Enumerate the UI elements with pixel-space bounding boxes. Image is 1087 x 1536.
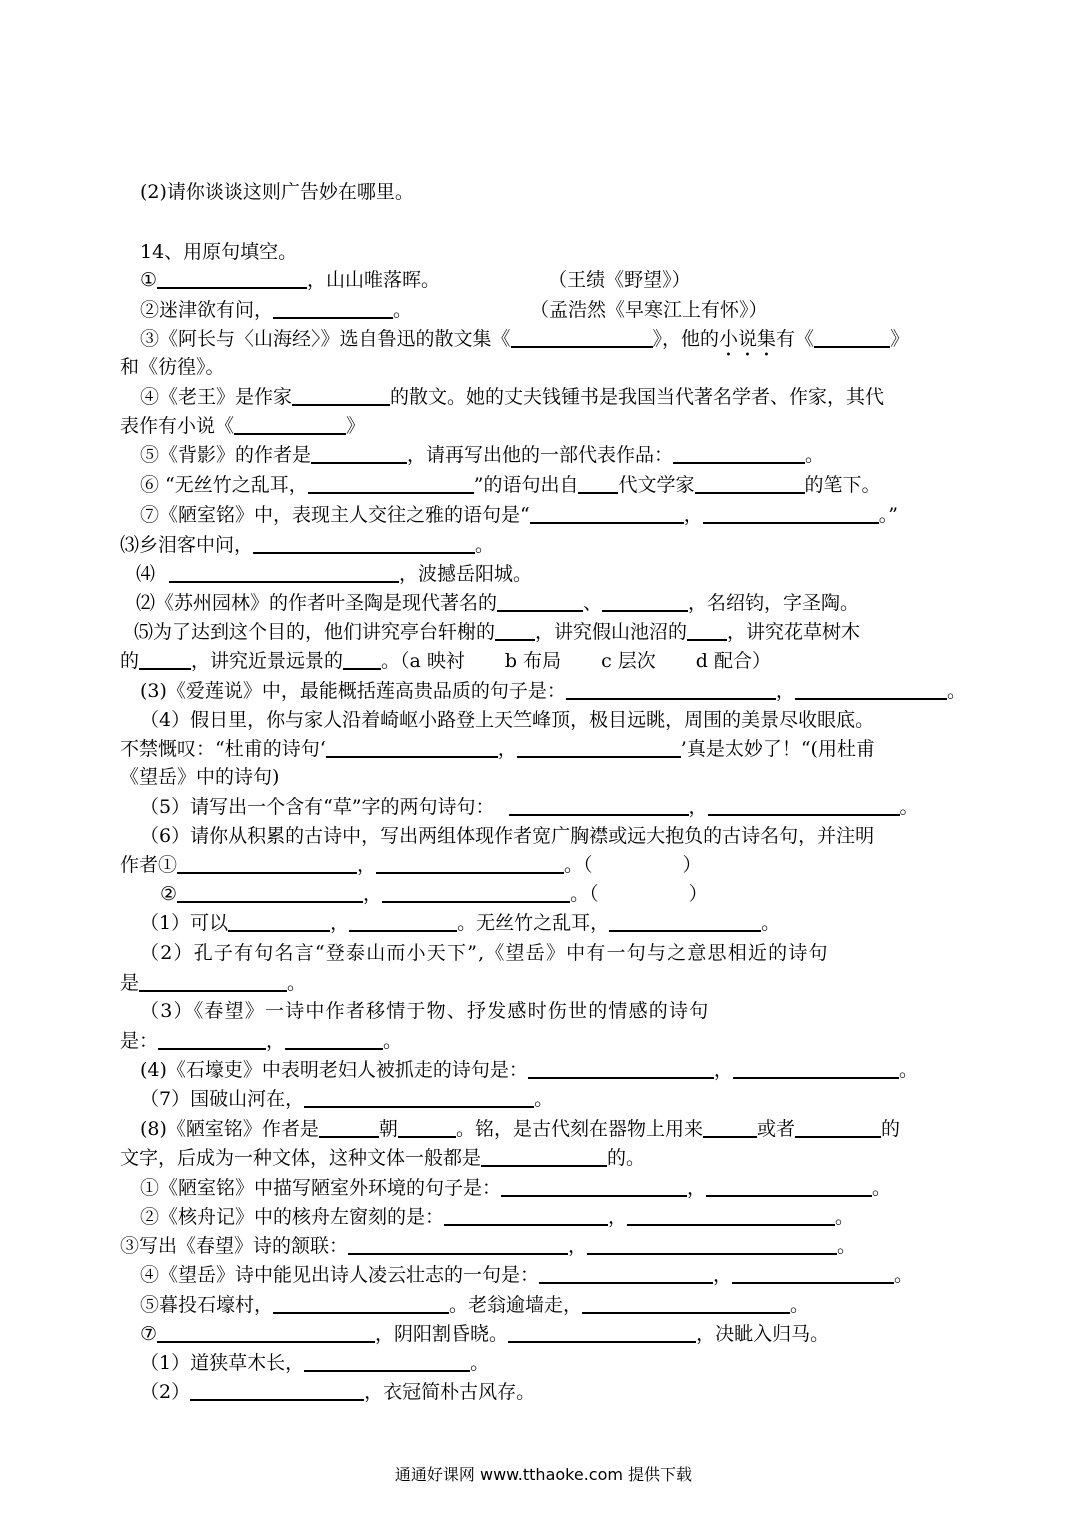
line-text: ，决眦入归马。 — [696, 1323, 830, 1345]
fill-in-blank[interactable] — [177, 852, 357, 874]
line-text: 文字，后成为一种文体，这种文体一般都是 — [120, 1147, 482, 1169]
fill-in-blank[interactable] — [234, 413, 346, 435]
line-text: 》，他的 — [652, 328, 720, 350]
text-line — [0, 1115, 1087, 1143]
line-text: 和《彷徨》。 — [120, 356, 225, 378]
text-line — [0, 1320, 1087, 1348]
fill-in-blank[interactable] — [273, 1292, 449, 1314]
line-text: 、 — [583, 592, 603, 614]
fill-in-blank[interactable] — [326, 736, 498, 758]
text-line — [0, 1349, 1087, 1377]
line-text: 。 — [872, 1177, 892, 1199]
line-text: ，讲究近景远景的 — [191, 650, 344, 672]
line-text: ⑶乡泪客中问， — [120, 534, 254, 556]
fill-in-blank[interactable] — [481, 1145, 607, 1167]
line-text: （4）假日里，你与家人沿着崎岖小路登上天竺峰顶，极目远眺，周围的美景尽收眼底。 — [140, 709, 875, 731]
line-text: 。 — [287, 972, 307, 994]
line-text: (8)《陋室铭》作者是 — [140, 1118, 319, 1140]
fill-in-blank[interactable] — [795, 1116, 881, 1138]
text-line — [0, 1203, 1087, 1231]
line-text: ⑦《陋室铭》中，表现主人交往之雅的语句是“ — [140, 504, 530, 526]
text-line — [0, 822, 1087, 850]
fill-in-blank[interactable] — [158, 1028, 266, 1050]
fill-in-blank[interactable] — [285, 1028, 383, 1050]
line-text: 有《 — [776, 328, 815, 350]
fill-in-blank[interactable] — [587, 1233, 837, 1255]
fill-in-blank[interactable] — [228, 910, 330, 932]
text-line — [0, 997, 1087, 1025]
text-line — [0, 589, 1087, 617]
line-text: ， — [266, 1030, 286, 1052]
line-text: ， — [608, 1206, 628, 1228]
fill-in-blank[interactable] — [382, 881, 570, 903]
line-text: 代文学家 — [618, 474, 695, 496]
text-line — [0, 647, 1087, 675]
line-text: 作者① — [120, 854, 178, 876]
line-text: 是 — [120, 972, 140, 994]
line-text: 。（ — [564, 854, 593, 876]
text-line — [0, 969, 1087, 997]
fill-in-blank[interactable] — [795, 678, 947, 700]
line-text: c 层次 — [601, 650, 656, 672]
fill-in-blank[interactable] — [139, 970, 287, 992]
line-text: 不禁慨叹：“杜甫的诗句‘ — [120, 738, 326, 760]
fill-in-blank[interactable] — [190, 1379, 364, 1401]
fill-in-blank[interactable] — [273, 297, 393, 319]
fill-in-blank[interactable] — [376, 852, 564, 874]
fill-in-blank[interactable] — [139, 648, 191, 670]
fill-in-blank[interactable] — [349, 910, 457, 932]
line-text: 。 — [805, 444, 825, 466]
line-text: ① — [140, 269, 158, 291]
fill-in-blank[interactable] — [495, 619, 535, 641]
fill-in-blank[interactable] — [673, 442, 805, 464]
fill-in-blank[interactable] — [530, 502, 684, 524]
line-text: 是： — [120, 1030, 159, 1052]
line-text: ，讲究花草树木 — [727, 621, 861, 643]
line-text: ②《核舟记》中的核舟左窗刻的是： — [140, 1206, 445, 1228]
fill-in-blank[interactable] — [703, 1116, 757, 1138]
line-text: 。 — [899, 796, 919, 818]
text-line — [0, 1144, 1087, 1172]
line-text: ②迷津欲有问， — [140, 299, 274, 321]
line-text: (4)《石壕吏》中表明老妇人被抓走的诗句是： — [140, 1059, 528, 1081]
fill-in-blank[interactable] — [687, 619, 727, 641]
line-text: （2）孔子有句名言“登泰山而小天下”,《望岳》中有一句与之意思相近的诗句 — [140, 942, 829, 964]
line-text: ③写出《春望》诗的颔联： — [120, 1235, 349, 1257]
line-text: 。 — [470, 1352, 490, 1374]
line-text: 《望岳》中的诗句) — [120, 766, 280, 788]
fill-in-blank[interactable] — [508, 1321, 696, 1343]
line-text: 。 — [898, 1059, 918, 1081]
line-text: ② — [160, 883, 178, 905]
fill-in-blank[interactable] — [733, 1057, 899, 1079]
line-text: 。 — [835, 1206, 855, 1228]
text-line — [0, 763, 1087, 791]
line-text: b 布局 — [504, 650, 562, 672]
line-text: （7）国破山河在， — [140, 1088, 305, 1110]
line-text: ’真是太妙了！“(用杜甫 — [680, 738, 875, 760]
line-text: ⑵《苏州园林》的作者叶圣陶是现代著名的 — [136, 592, 498, 614]
line-text: ， — [688, 796, 708, 818]
line-text: 》 — [346, 415, 366, 437]
line-text: ⑷ — [136, 563, 156, 585]
line-text: ， — [713, 1264, 733, 1286]
line-text: d 配合） — [695, 650, 771, 672]
fill-in-blank[interactable] — [566, 678, 776, 700]
line-text: 。 — [534, 1088, 554, 1110]
fill-in-blank[interactable] — [319, 1116, 379, 1138]
text-line — [0, 677, 1087, 705]
line-text: 。” — [878, 504, 898, 526]
text-line — [0, 1027, 1087, 1055]
text-line — [0, 412, 1087, 440]
line-text: ④《望岳》诗中能见出诗人凌云壮志的一句是： — [140, 1264, 540, 1286]
fill-in-blank[interactable] — [708, 794, 900, 816]
line-text: （6）请你从积累的古诗中，写出两组体现作者宽广胸襟或远大抱负的古诗名句，并注明 — [140, 825, 875, 847]
text-line — [0, 353, 1087, 381]
fill-in-blank[interactable] — [304, 1350, 470, 1372]
line-text: ， — [497, 738, 517, 760]
fill-in-blank[interactable] — [304, 1086, 534, 1108]
fill-in-blank[interactable] — [501, 1175, 687, 1197]
text-line — [0, 618, 1087, 646]
line-text: （1）道狭草木长， — [140, 1352, 305, 1374]
line-text: (2)请你谈谈这则广告妙在哪里。 — [140, 181, 414, 203]
line-text: ） — [688, 883, 708, 905]
line-text: 14、用原句填空。 — [140, 241, 298, 263]
line-text: 。 — [383, 1030, 403, 1052]
fill-in-blank[interactable] — [343, 648, 381, 670]
fill-in-blank[interactable] — [177, 881, 363, 903]
line-text: （孟浩然《早寒江上有怀》） — [530, 299, 768, 321]
text-line — [0, 1291, 1087, 1319]
line-text: 。 — [393, 299, 413, 321]
line-text: ， — [357, 854, 377, 876]
line-text: ， — [683, 504, 703, 526]
line-text: ④《老王》是作家 — [140, 386, 293, 408]
line-text: ， — [713, 1059, 733, 1081]
line-text: 朝 — [378, 1118, 398, 1140]
line-text: 。 — [837, 1235, 857, 1257]
text-line — [0, 560, 1087, 588]
text-line — [0, 1232, 1087, 1260]
fill-in-blank[interactable] — [578, 472, 618, 494]
text-line — [0, 238, 1087, 266]
fill-in-blank[interactable] — [582, 1292, 790, 1314]
fill-in-blank[interactable] — [609, 910, 761, 932]
fill-in-blank[interactable] — [703, 502, 879, 524]
fill-in-blank[interactable] — [627, 1204, 835, 1226]
line-text: 。老翁逾墙走， — [449, 1294, 583, 1316]
fill-in-blank[interactable] — [602, 590, 688, 612]
line-text: 。（a 映衬 — [381, 650, 465, 672]
fill-in-blank[interactable] — [444, 1204, 608, 1226]
fill-in-blank[interactable] — [292, 384, 390, 406]
line-text: 。 — [475, 534, 495, 556]
line-text: 的 — [120, 650, 140, 672]
line-text: （3）《春望》一诗中作者移情于物、抒发感时伤世的情感的诗句 — [140, 1000, 710, 1022]
line-text: 的笔下。 — [804, 474, 881, 496]
line-text: 。 — [946, 680, 966, 702]
fill-in-blank[interactable] — [732, 1262, 894, 1284]
fill-in-blank[interactable] — [253, 532, 475, 554]
line-text: ⑦ — [140, 1323, 158, 1345]
line-text: ”的语句出自 — [473, 474, 579, 496]
fill-in-blank[interactable] — [169, 561, 399, 583]
fill-in-blank[interactable] — [509, 794, 689, 816]
fill-in-blank[interactable] — [511, 326, 653, 348]
line-text: ，波撼岳阳城。 — [399, 563, 533, 585]
line-text: （1）可以 — [140, 912, 229, 934]
fill-in-blank[interactable] — [497, 590, 583, 612]
line-text: （王绩《野望》） — [548, 269, 691, 291]
fill-in-blank[interactable] — [528, 1057, 714, 1079]
fill-in-blank[interactable] — [157, 267, 307, 289]
text-line — [0, 880, 1087, 908]
text-line — [0, 909, 1087, 937]
line-text: ，名绍钧，字圣陶。 — [688, 592, 860, 614]
fill-in-blank[interactable] — [157, 1321, 375, 1343]
fill-in-blank[interactable] — [517, 736, 681, 758]
fill-in-blank[interactable] — [695, 472, 805, 494]
fill-in-blank[interactable] — [539, 1262, 713, 1284]
fill-in-blank[interactable] — [706, 1175, 872, 1197]
fill-in-blank[interactable] — [311, 442, 407, 464]
line-text: ⑤《背影》的作者是 — [140, 444, 312, 466]
text-line — [0, 1378, 1087, 1406]
line-text: ， — [568, 1235, 588, 1257]
line-text: ⑸为了达到这个目的，他们讲究亭台轩榭的 — [134, 621, 496, 643]
text-line — [0, 501, 1087, 529]
fill-in-blank[interactable] — [814, 326, 890, 348]
line-text: 。 — [761, 912, 781, 934]
line-text: ，讲究假山池沼的 — [535, 621, 688, 643]
line-text: 。 — [894, 1264, 914, 1286]
line-text: 或者 — [756, 1118, 795, 1140]
line-text: 小说集 — [719, 328, 777, 350]
text-line — [0, 178, 1087, 206]
text-line — [0, 266, 1087, 294]
line-text: ⑥ “无丝竹之乱耳， — [140, 474, 308, 496]
fill-in-blank[interactable] — [348, 1233, 568, 1255]
text-line — [0, 793, 1087, 821]
line-text: ，阴阳割昏晓。 — [375, 1323, 509, 1345]
text-line — [0, 1085, 1087, 1113]
line-text: ， — [330, 912, 350, 934]
text-line — [0, 296, 1087, 324]
line-text: (3)《爱莲说》中，最能概括莲高贵品质的句子是： — [140, 680, 566, 702]
text-line — [0, 735, 1087, 763]
text-line — [0, 441, 1087, 469]
text-line — [0, 1174, 1087, 1202]
text-line — [0, 531, 1087, 559]
text-line — [0, 383, 1087, 411]
line-text: （2） — [140, 1381, 191, 1403]
line-text: ，山山唯落晖。 — [307, 269, 441, 291]
line-text: ， — [363, 883, 383, 905]
line-text: ，请再写出他的一部代表作品： — [407, 444, 674, 466]
line-text: 。铭，是古代刻在器物上用来 — [455, 1118, 703, 1140]
line-text: ， — [687, 1177, 707, 1199]
footer-text: 通通好课网 www.tthaoke.com 提供下载 — [394, 1465, 693, 1484]
line-text: 的 — [880, 1118, 900, 1140]
line-text: ①《陋室铭》中描写陋室外环境的句子是： — [140, 1177, 502, 1199]
line-text: 的。 — [607, 1147, 646, 1169]
line-text: 。无丝竹之乱耳， — [457, 912, 610, 934]
text-line — [0, 706, 1087, 734]
fill-in-blank[interactable] — [398, 1116, 456, 1138]
line-text: 的散文。她的丈夫钱锺书是我国当代著名学者、作家，其代 — [390, 386, 885, 408]
text-line — [0, 851, 1087, 879]
line-text: （5）请写出一个含有“草”字的两句诗句： — [140, 796, 495, 818]
line-text: 表作有小说《 — [120, 415, 235, 437]
line-text: 。 — [790, 1294, 810, 1316]
line-text: ，衣冠简朴古风存。 — [364, 1381, 536, 1403]
text-line — [0, 1261, 1087, 1289]
line-text: 》 — [890, 328, 910, 350]
line-text: ③《阿长与〈山海经〉》选自鲁迅的散文集《 — [140, 328, 511, 350]
text-line — [0, 471, 1087, 499]
fill-in-blank[interactable] — [308, 472, 474, 494]
line-text: 。（ — [570, 883, 599, 905]
line-text: ⑤暮投石壕村， — [140, 1294, 274, 1316]
line-text: ， — [775, 680, 795, 702]
text-line — [0, 939, 1087, 967]
line-text: ） — [682, 854, 702, 876]
text-line — [0, 1056, 1087, 1084]
